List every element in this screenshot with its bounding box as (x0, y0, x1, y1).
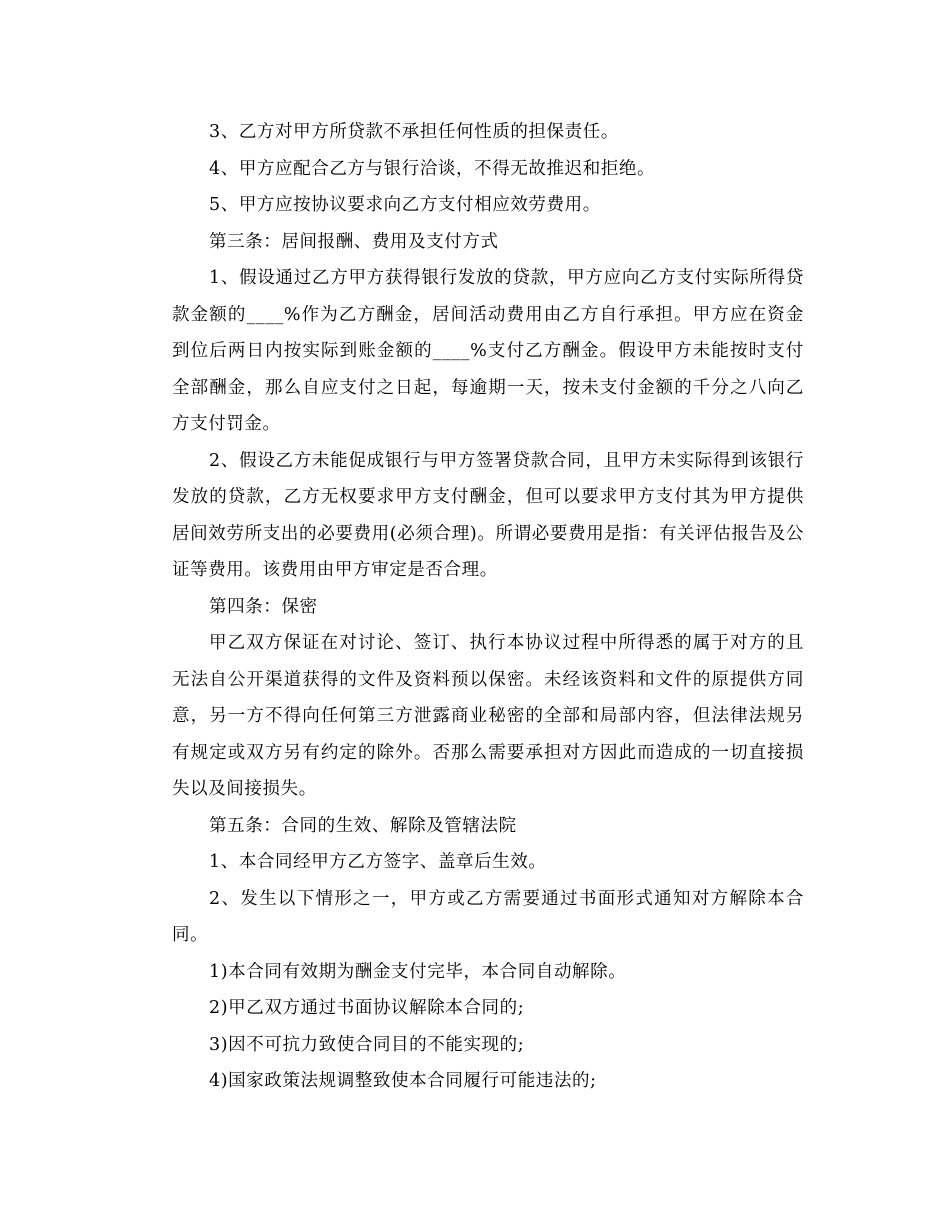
clause-item-5: 5、甲方应按协议要求向乙方支付相应效劳费用。 (209, 195, 601, 215)
clause-item-3: 3、乙方对甲方所贷款不承担任何性质的担保责任。 (209, 122, 619, 142)
article-4-body: 甲乙双方保证在对讨论、签订、执行本协议过程中所得悉的属于对方的且无法自公开渠道获得的文件及资料预以保密。未经该资料和文件的原提供方同意，另一方不得向任何第三方泄露商业秘密的全部和局部内容，但法律法规另有规定或双方另有约定的除外。否那么需要承担对方因此而造成的一切直接损失以及间接损失。 (172, 633, 804, 799)
article-3-heading: 第三条：居间报酬、费用及支付方式 (209, 231, 499, 252)
clause-item-4: 4、甲方应配合乙方与银行洽谈，不得无故推迟和拒绝。 (209, 158, 656, 179)
article-3-item-1: 1、假设通过乙方甲方获得银行发放的贷款，甲方应向乙方支付实际所得贷款金额的____%作为乙方酬金，居间活动费用由乙方自行承担。甲方应在资金到位后两日内按实际到账金额的____%支付乙方酬金。假设甲方未能按时支付全部酬金，那么自应支付之日起，每逾期一天，按未支付金额的千分之八向乙方支付罚金。 (172, 268, 804, 434)
article-5-item-1: 1、本合同经甲方乙方签字、盖章后生效。 (209, 852, 547, 872)
article-3-item-2: 2、假设乙方未能促成银行与甲方签署贷款合同，且甲方未实际得到该银行发放的贷款，乙方无权要求甲方支付酬金，但可以要求甲方支付其为甲方提供居间效劳所支出的必要费用(必须合理)。所谓必要费用是指：有关评估报告及公证等费用。该费用由甲方审定是否合理。 (172, 450, 804, 580)
article-5-heading: 第五条：合同的生效、解除及管辖法院 (209, 815, 517, 836)
termination-case-1: 1)本合同有效期为酬金支付完毕，本合同自动解除。 (209, 961, 627, 982)
document-body (172, 114, 804, 1100)
termination-case-2: 2)甲乙双方通过书面协议解除本合同的; (209, 998, 525, 1018)
termination-case-4: 4)国家政策法规调整致使本合同履行可能违法的; (209, 1071, 597, 1091)
article-5-item-2: 2、发生以下情形之一，甲方或乙方需要通过书面形式通知对方解除本合同。 (172, 888, 804, 945)
termination-case-3: 3)因不可抗力致使合同目的不能实现的; (209, 1034, 525, 1055)
article-4-heading: 第四条：保密 (209, 596, 318, 617)
